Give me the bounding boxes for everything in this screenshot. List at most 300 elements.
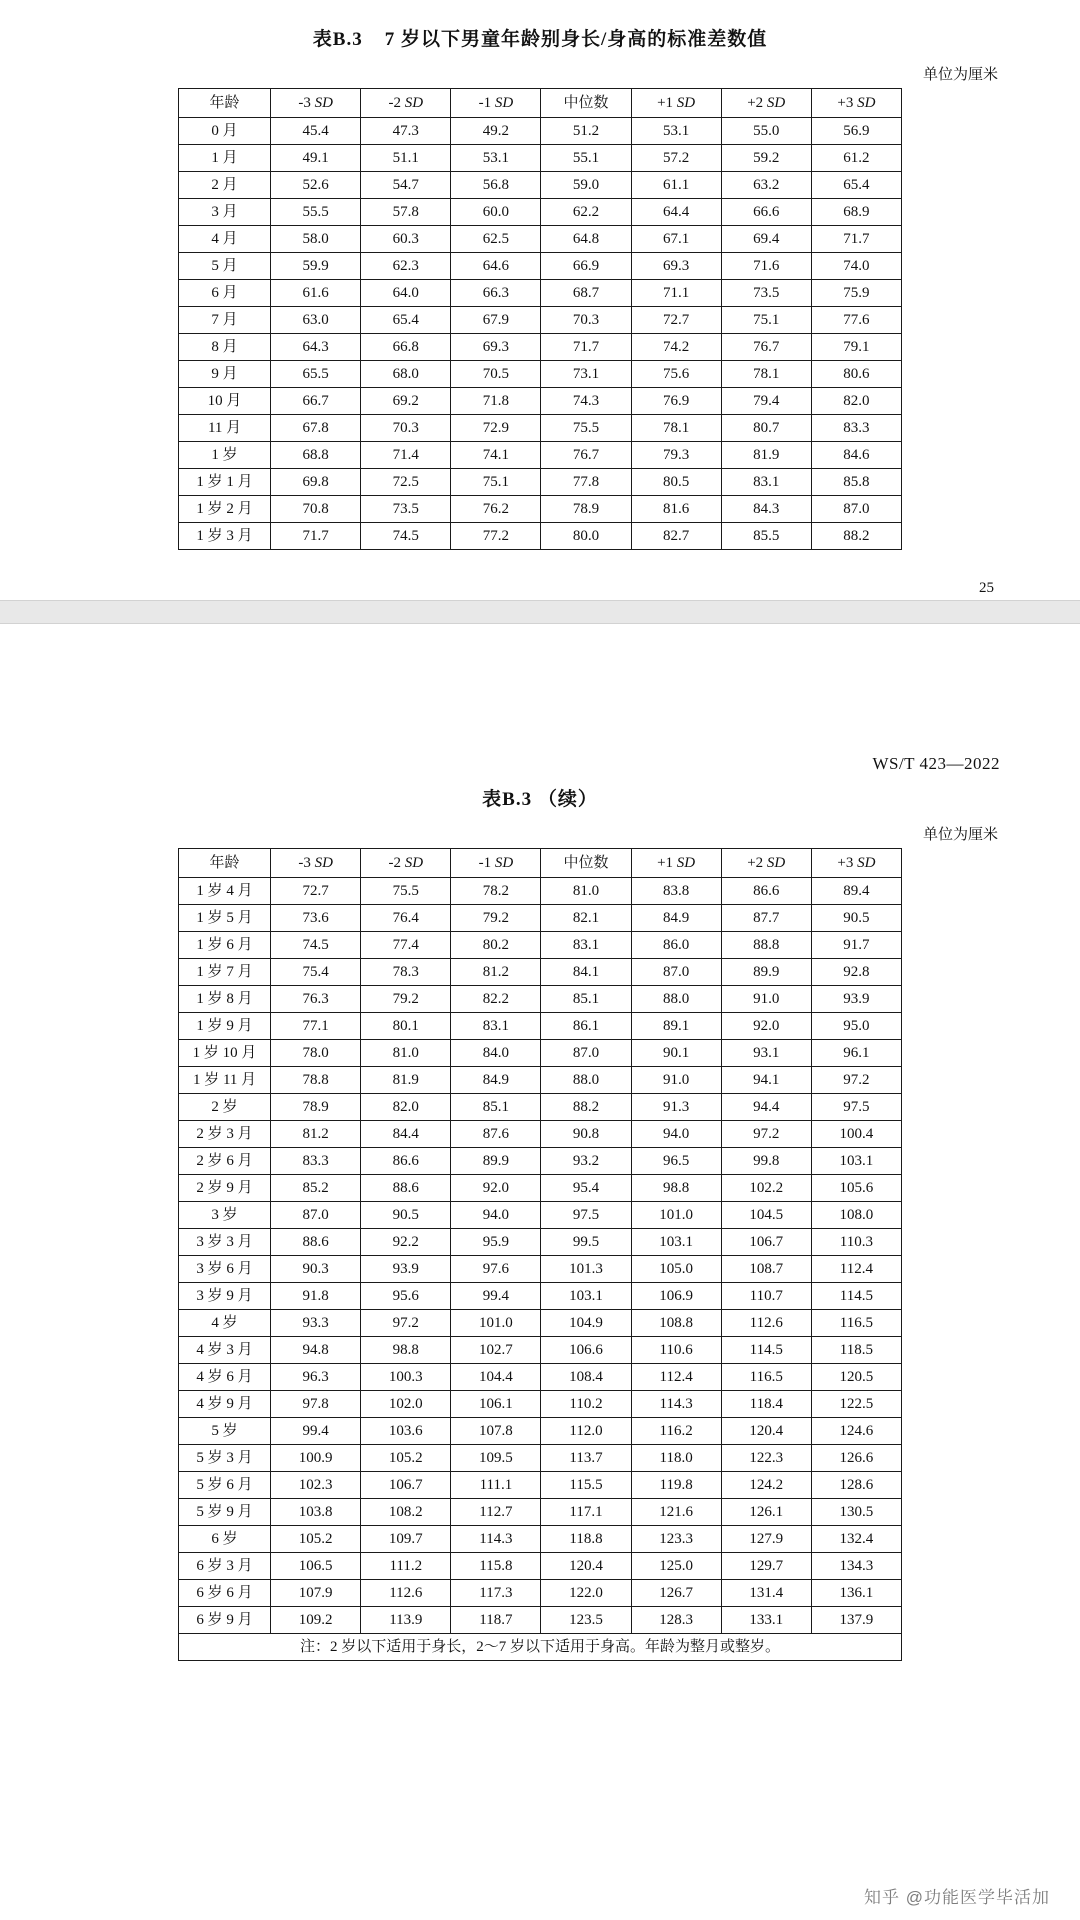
value-cell: 72.9 — [451, 415, 541, 442]
value-cell: 70.3 — [361, 415, 451, 442]
value-cell: 69.4 — [721, 226, 811, 253]
value-cell: 62.3 — [361, 253, 451, 280]
value-cell: 112.0 — [541, 1418, 631, 1445]
value-cell: 74.3 — [541, 388, 631, 415]
value-cell: 112.7 — [451, 1499, 541, 1526]
value-cell: 107.9 — [271, 1580, 361, 1607]
value-cell: 56.9 — [811, 118, 901, 145]
value-cell: 89.4 — [811, 878, 901, 905]
age-cell: 1 岁 2 月 — [179, 496, 271, 523]
table-row — [179, 1472, 902, 1499]
value-cell: 112.6 — [721, 1310, 811, 1337]
age-cell: 1 岁 9 月 — [179, 1013, 271, 1040]
table-column-header-6: +2 SD — [721, 89, 811, 118]
value-cell: 78.3 — [361, 959, 451, 986]
table-row — [179, 226, 902, 253]
value-cell: 66.8 — [361, 334, 451, 361]
age-cell: 1 岁 — [179, 442, 271, 469]
value-cell: 76.2 — [451, 496, 541, 523]
value-cell: 83.1 — [721, 469, 811, 496]
unit-label-page2: 单位为厘米 — [922, 827, 998, 843]
value-cell: 104.4 — [451, 1364, 541, 1391]
value-cell: 113.9 — [361, 1607, 451, 1634]
table-column-header-7: +3 SD — [811, 849, 901, 878]
value-cell: 88.8 — [721, 932, 811, 959]
value-cell: 75.1 — [451, 469, 541, 496]
age-cell: 8 月 — [179, 334, 271, 361]
table-row — [179, 361, 902, 388]
value-cell: 87.0 — [811, 496, 901, 523]
value-cell: 87.0 — [541, 1040, 631, 1067]
value-cell: 97.2 — [811, 1067, 901, 1094]
value-cell: 75.1 — [721, 307, 811, 334]
value-cell: 67.8 — [271, 415, 361, 442]
value-cell: 99.5 — [541, 1229, 631, 1256]
standard-code: WS/T 423—2022 — [872, 754, 1000, 773]
value-cell: 59.9 — [271, 253, 361, 280]
value-cell: 112.4 — [811, 1256, 901, 1283]
value-cell: 95.0 — [811, 1013, 901, 1040]
table-row — [179, 1580, 902, 1607]
value-cell: 58.0 — [271, 226, 361, 253]
value-cell: 72.5 — [361, 469, 451, 496]
value-cell: 99.4 — [271, 1418, 361, 1445]
table-row — [179, 145, 902, 172]
value-cell: 118.7 — [451, 1607, 541, 1634]
value-cell: 84.1 — [541, 959, 631, 986]
value-cell: 59.0 — [541, 172, 631, 199]
value-cell: 79.4 — [721, 388, 811, 415]
table-row — [179, 1229, 902, 1256]
value-cell: 87.6 — [451, 1121, 541, 1148]
value-cell: 75.4 — [271, 959, 361, 986]
value-cell: 78.8 — [271, 1067, 361, 1094]
value-cell: 132.4 — [811, 1526, 901, 1553]
value-cell: 84.6 — [811, 442, 901, 469]
table-column-header-4: 中位数 — [541, 89, 631, 118]
age-cell: 4 月 — [179, 226, 271, 253]
table-row — [179, 1337, 902, 1364]
value-cell: 128.3 — [631, 1607, 721, 1634]
value-cell: 66.9 — [541, 253, 631, 280]
value-cell: 103.1 — [811, 1148, 901, 1175]
value-cell: 85.2 — [271, 1175, 361, 1202]
value-cell: 110.6 — [631, 1337, 721, 1364]
value-cell: 93.9 — [361, 1256, 451, 1283]
value-cell: 127.9 — [721, 1526, 811, 1553]
value-cell: 89.1 — [631, 1013, 721, 1040]
page-number: 25 — [979, 580, 994, 596]
table-row — [179, 1607, 902, 1634]
value-cell: 71.7 — [271, 523, 361, 550]
table-column-header-2: -2 SD — [361, 89, 451, 118]
age-cell: 1 岁 4 月 — [179, 878, 271, 905]
value-cell: 137.9 — [811, 1607, 901, 1634]
value-cell: 73.5 — [721, 280, 811, 307]
value-cell: 52.6 — [271, 172, 361, 199]
value-cell: 108.4 — [541, 1364, 631, 1391]
age-cell: 2 岁 9 月 — [179, 1175, 271, 1202]
value-cell: 105.0 — [631, 1256, 721, 1283]
value-cell: 96.1 — [811, 1040, 901, 1067]
value-cell: 55.1 — [541, 145, 631, 172]
value-cell: 75.9 — [811, 280, 901, 307]
value-cell: 102.0 — [361, 1391, 451, 1418]
age-cell: 5 岁 — [179, 1418, 271, 1445]
value-cell: 92.2 — [361, 1229, 451, 1256]
table-row — [179, 1553, 902, 1580]
value-cell: 57.2 — [631, 145, 721, 172]
value-cell: 119.8 — [631, 1472, 721, 1499]
value-cell: 103.8 — [271, 1499, 361, 1526]
table-row — [179, 986, 902, 1013]
value-cell: 109.2 — [271, 1607, 361, 1634]
value-cell: 106.9 — [631, 1283, 721, 1310]
value-cell: 80.1 — [361, 1013, 451, 1040]
age-cell: 5 岁 6 月 — [179, 1472, 271, 1499]
value-cell: 56.8 — [451, 172, 541, 199]
value-cell: 97.2 — [361, 1310, 451, 1337]
value-cell: 76.3 — [271, 986, 361, 1013]
table-header-row — [179, 89, 902, 118]
value-cell: 106.7 — [721, 1229, 811, 1256]
value-cell: 99.8 — [721, 1148, 811, 1175]
value-cell: 67.1 — [631, 226, 721, 253]
value-cell: 125.0 — [631, 1553, 721, 1580]
value-cell: 108.2 — [361, 1499, 451, 1526]
value-cell: 92.0 — [721, 1013, 811, 1040]
value-cell: 99.4 — [451, 1283, 541, 1310]
table-row — [179, 415, 902, 442]
value-cell: 102.7 — [451, 1337, 541, 1364]
age-cell: 2 月 — [179, 172, 271, 199]
table-row — [179, 1256, 902, 1283]
value-cell: 84.3 — [721, 496, 811, 523]
value-cell: 55.5 — [271, 199, 361, 226]
value-cell: 101.3 — [541, 1256, 631, 1283]
table-body-page1 — [179, 118, 902, 550]
age-cell: 1 岁 1 月 — [179, 469, 271, 496]
value-cell: 123.3 — [631, 1526, 721, 1553]
value-cell: 91.8 — [271, 1283, 361, 1310]
value-cell: 83.1 — [451, 1013, 541, 1040]
value-cell: 76.9 — [631, 388, 721, 415]
age-cell: 3 岁 3 月 — [179, 1229, 271, 1256]
value-cell: 76.7 — [541, 442, 631, 469]
value-cell: 62.5 — [451, 226, 541, 253]
table-row — [179, 118, 902, 145]
value-cell: 88.6 — [361, 1175, 451, 1202]
value-cell: 77.1 — [271, 1013, 361, 1040]
value-cell: 51.2 — [541, 118, 631, 145]
age-cell: 1 岁 3 月 — [179, 523, 271, 550]
table-row — [179, 1445, 902, 1472]
table-column-header-3: -1 SD — [451, 89, 541, 118]
table-column-header-5: +1 SD — [631, 849, 721, 878]
value-cell: 92.8 — [811, 959, 901, 986]
value-cell: 111.1 — [451, 1472, 541, 1499]
value-cell: 97.2 — [721, 1121, 811, 1148]
value-cell: 76.7 — [721, 334, 811, 361]
value-cell: 71.1 — [631, 280, 721, 307]
age-cell: 1 岁 5 月 — [179, 905, 271, 932]
value-cell: 117.3 — [451, 1580, 541, 1607]
value-cell: 115.5 — [541, 1472, 631, 1499]
value-cell: 88.2 — [541, 1094, 631, 1121]
value-cell: 88.0 — [631, 986, 721, 1013]
value-cell: 80.0 — [541, 523, 631, 550]
value-cell: 95.6 — [361, 1283, 451, 1310]
value-cell: 91.0 — [631, 1067, 721, 1094]
value-cell: 72.7 — [271, 878, 361, 905]
table-column-header-1: -3 SD — [271, 849, 361, 878]
value-cell: 120.4 — [541, 1553, 631, 1580]
value-cell: 63.0 — [271, 307, 361, 334]
value-cell: 64.4 — [631, 199, 721, 226]
value-cell: 61.2 — [811, 145, 901, 172]
value-cell: 63.2 — [721, 172, 811, 199]
value-cell: 118.8 — [541, 1526, 631, 1553]
table-column-header-3: -1 SD — [451, 849, 541, 878]
value-cell: 91.7 — [811, 932, 901, 959]
value-cell: 75.6 — [631, 361, 721, 388]
table-row — [179, 932, 902, 959]
value-cell: 79.3 — [631, 442, 721, 469]
value-cell: 109.5 — [451, 1445, 541, 1472]
table-column-header-6: +2 SD — [721, 849, 811, 878]
age-cell: 6 岁 6 月 — [179, 1580, 271, 1607]
value-cell: 106.5 — [271, 1553, 361, 1580]
value-cell: 64.8 — [541, 226, 631, 253]
value-cell: 97.8 — [271, 1391, 361, 1418]
table-row — [179, 172, 902, 199]
value-cell: 129.7 — [721, 1553, 811, 1580]
value-cell: 134.3 — [811, 1553, 901, 1580]
value-cell: 85.8 — [811, 469, 901, 496]
value-cell: 98.8 — [361, 1337, 451, 1364]
value-cell: 89.9 — [451, 1148, 541, 1175]
table-row — [179, 307, 902, 334]
value-cell: 73.1 — [541, 361, 631, 388]
value-cell: 59.2 — [721, 145, 811, 172]
value-cell: 114.5 — [721, 1337, 811, 1364]
table-title-label: 表B.3 — [312, 29, 363, 50]
value-cell: 116.5 — [721, 1364, 811, 1391]
value-cell: 120.4 — [721, 1418, 811, 1445]
value-cell: 65.5 — [271, 361, 361, 388]
value-cell: 87.0 — [271, 1202, 361, 1229]
value-cell: 106.7 — [361, 1472, 451, 1499]
value-cell: 122.3 — [721, 1445, 811, 1472]
age-cell: 10 月 — [179, 388, 271, 415]
value-cell: 81.9 — [361, 1067, 451, 1094]
value-cell: 49.1 — [271, 145, 361, 172]
table-row — [179, 442, 902, 469]
table-column-header-7: +3 SD — [811, 89, 901, 118]
value-cell: 109.7 — [361, 1526, 451, 1553]
age-cell: 6 岁 3 月 — [179, 1553, 271, 1580]
value-cell: 54.7 — [361, 172, 451, 199]
table-row — [179, 334, 902, 361]
value-cell: 108.7 — [721, 1256, 811, 1283]
growth-standard-table-page2 — [178, 848, 902, 1661]
value-cell: 61.6 — [271, 280, 361, 307]
age-cell: 6 岁 — [179, 1526, 271, 1553]
value-cell: 122.5 — [811, 1391, 901, 1418]
document-page-1 — [0, 0, 1080, 600]
value-cell: 75.5 — [541, 415, 631, 442]
value-cell: 67.9 — [451, 307, 541, 334]
value-cell: 100.3 — [361, 1364, 451, 1391]
value-cell: 69.8 — [271, 469, 361, 496]
table-row — [179, 1499, 902, 1526]
value-cell: 77.2 — [451, 523, 541, 550]
table-column-header-0: 年龄 — [179, 849, 271, 878]
value-cell: 114.5 — [811, 1283, 901, 1310]
value-cell: 116.5 — [811, 1310, 901, 1337]
value-cell: 94.0 — [631, 1121, 721, 1148]
value-cell: 118.0 — [631, 1445, 721, 1472]
value-cell: 71.6 — [721, 253, 811, 280]
value-cell: 71.8 — [451, 388, 541, 415]
value-cell: 74.5 — [271, 932, 361, 959]
age-cell: 5 岁 9 月 — [179, 1499, 271, 1526]
table-row — [179, 253, 902, 280]
value-cell: 82.7 — [631, 523, 721, 550]
value-cell: 105.2 — [361, 1445, 451, 1472]
value-cell: 80.7 — [721, 415, 811, 442]
age-cell: 5 月 — [179, 253, 271, 280]
value-cell: 114.3 — [631, 1391, 721, 1418]
value-cell: 110.2 — [541, 1391, 631, 1418]
value-cell: 103.1 — [631, 1229, 721, 1256]
value-cell: 74.0 — [811, 253, 901, 280]
table-body-page2 — [179, 878, 902, 1634]
table-note: 注：2 岁以下适用于身长，2～7 岁以下适用于身高。年龄为整月或整岁。 — [179, 1634, 902, 1661]
age-cell: 1 岁 6 月 — [179, 932, 271, 959]
value-cell: 90.5 — [361, 1202, 451, 1229]
value-cell: 111.2 — [361, 1553, 451, 1580]
value-cell: 100.9 — [271, 1445, 361, 1472]
value-cell: 94.4 — [721, 1094, 811, 1121]
value-cell: 64.0 — [361, 280, 451, 307]
table-row — [179, 1148, 902, 1175]
value-cell: 79.2 — [361, 986, 451, 1013]
value-cell: 71.7 — [811, 226, 901, 253]
value-cell: 91.0 — [721, 986, 811, 1013]
value-cell: 53.1 — [631, 118, 721, 145]
age-cell: 0 月 — [179, 118, 271, 145]
value-cell: 95.9 — [451, 1229, 541, 1256]
value-cell: 128.6 — [811, 1472, 901, 1499]
value-cell: 49.2 — [451, 118, 541, 145]
value-cell: 55.0 — [721, 118, 811, 145]
value-cell: 83.3 — [811, 415, 901, 442]
value-cell: 118.4 — [721, 1391, 811, 1418]
value-cell: 108.8 — [631, 1310, 721, 1337]
value-cell: 126.6 — [811, 1445, 901, 1472]
value-cell: 110.7 — [721, 1283, 811, 1310]
table-column-header-4: 中位数 — [541, 849, 631, 878]
value-cell: 60.3 — [361, 226, 451, 253]
age-cell: 11 月 — [179, 415, 271, 442]
value-cell: 123.5 — [541, 1607, 631, 1634]
value-cell: 77.6 — [811, 307, 901, 334]
value-cell: 98.8 — [631, 1175, 721, 1202]
table-row — [179, 905, 902, 932]
value-cell: 85.5 — [721, 523, 811, 550]
value-cell: 120.5 — [811, 1364, 901, 1391]
age-cell: 1 岁 10 月 — [179, 1040, 271, 1067]
value-cell: 80.2 — [451, 932, 541, 959]
value-cell: 82.0 — [361, 1094, 451, 1121]
table-note-row — [179, 1634, 902, 1661]
value-cell: 83.3 — [271, 1148, 361, 1175]
table-row — [179, 1283, 902, 1310]
value-cell: 100.4 — [811, 1121, 901, 1148]
value-cell: 115.8 — [451, 1553, 541, 1580]
table-row — [179, 1418, 902, 1445]
value-cell: 121.6 — [631, 1499, 721, 1526]
value-cell: 78.1 — [631, 415, 721, 442]
table-row — [179, 199, 902, 226]
value-cell: 101.0 — [451, 1310, 541, 1337]
table-row — [179, 523, 902, 550]
age-cell: 2 岁 — [179, 1094, 271, 1121]
value-cell: 70.5 — [451, 361, 541, 388]
value-cell: 90.1 — [631, 1040, 721, 1067]
watermark-text: 知乎 @功能医学毕活加 — [864, 1888, 1050, 1907]
table-row — [179, 878, 902, 905]
value-cell: 105.2 — [271, 1526, 361, 1553]
value-cell: 96.5 — [631, 1148, 721, 1175]
value-cell: 76.4 — [361, 905, 451, 932]
value-cell: 124.6 — [811, 1418, 901, 1445]
table-title-page2: 表B.3 （续） — [482, 789, 598, 810]
value-cell: 81.0 — [361, 1040, 451, 1067]
age-cell: 2 岁 6 月 — [179, 1148, 271, 1175]
value-cell: 45.4 — [271, 118, 361, 145]
unit-label-page1: 单位为厘米 — [922, 67, 998, 83]
value-cell: 88.0 — [541, 1067, 631, 1094]
value-cell: 114.3 — [451, 1526, 541, 1553]
value-cell: 77.8 — [541, 469, 631, 496]
age-cell: 5 岁 3 月 — [179, 1445, 271, 1472]
value-cell: 65.4 — [811, 172, 901, 199]
value-cell: 68.0 — [361, 361, 451, 388]
table-row — [179, 1310, 902, 1337]
value-cell: 61.1 — [631, 172, 721, 199]
value-cell: 79.1 — [811, 334, 901, 361]
value-cell: 103.1 — [541, 1283, 631, 1310]
value-cell: 57.8 — [361, 199, 451, 226]
age-cell: 1 月 — [179, 145, 271, 172]
table-row — [179, 496, 902, 523]
value-cell: 126.7 — [631, 1580, 721, 1607]
value-cell: 94.0 — [451, 1202, 541, 1229]
value-cell: 53.1 — [451, 145, 541, 172]
table-row — [179, 388, 902, 415]
table-row — [179, 1067, 902, 1094]
value-cell: 81.6 — [631, 496, 721, 523]
value-cell: 84.9 — [451, 1067, 541, 1094]
value-cell: 78.0 — [271, 1040, 361, 1067]
value-cell: 84.4 — [361, 1121, 451, 1148]
value-cell: 71.4 — [361, 442, 451, 469]
age-cell: 4 岁 6 月 — [179, 1364, 271, 1391]
value-cell: 66.3 — [451, 280, 541, 307]
value-cell: 51.1 — [361, 145, 451, 172]
